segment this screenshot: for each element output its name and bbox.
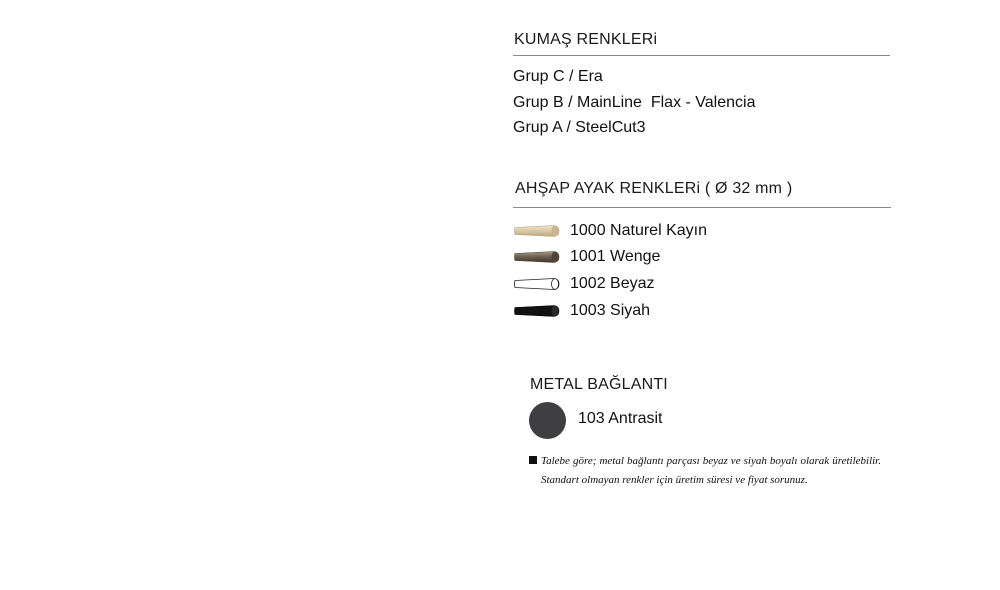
fabric-colors-title: KUMAŞ RENKLERi xyxy=(514,31,658,48)
fabric-group-a: Grup A / SteelCut3 xyxy=(513,119,646,136)
note-bullet-icon xyxy=(529,456,537,464)
metal-color-note: Talebe göre; metal bağlantı parçası beyaz ve siyah boyalı olarak üretilebilir. Standart olmayan renkler için üretim süresi ve fiyat sorunuz. xyxy=(541,455,881,486)
leg-swatch-naturel-kayin xyxy=(514,224,560,238)
leg-item-beyaz xyxy=(514,274,655,294)
leg-item-wenge xyxy=(514,247,660,267)
leg-swatch-siyah xyxy=(514,304,560,318)
leg-colors-title: AHŞAP AYAK RENKLERi ( Ø 32 mm ) xyxy=(515,180,793,197)
leg-label-wenge: 1001 Wenge xyxy=(570,248,661,265)
leg-colors-divider xyxy=(513,207,891,208)
leg-label-naturel-kayin: 1000 Naturel Kayın xyxy=(570,222,707,239)
metal-swatch-antrasit xyxy=(529,402,566,439)
leg-swatch-beyaz xyxy=(514,277,560,291)
fabric-colors-divider xyxy=(513,55,890,56)
fabric-group-c: Grup C / Era xyxy=(513,68,603,85)
leg-label-siyah: 1003 Siyah xyxy=(570,302,651,319)
leg-item-naturel-kayin xyxy=(514,221,707,241)
leg-label-beyaz: 1002 Beyaz xyxy=(570,275,655,292)
leg-swatch-wenge xyxy=(514,250,560,264)
metal-label-antrasit: 103 Antrasit xyxy=(578,410,663,427)
fabric-group-b: Grup B / MainLine Flax - Valencia xyxy=(513,94,756,111)
leg-item-siyah xyxy=(514,301,650,321)
metal-connection-title: METAL BAĞLANTI xyxy=(530,376,668,393)
